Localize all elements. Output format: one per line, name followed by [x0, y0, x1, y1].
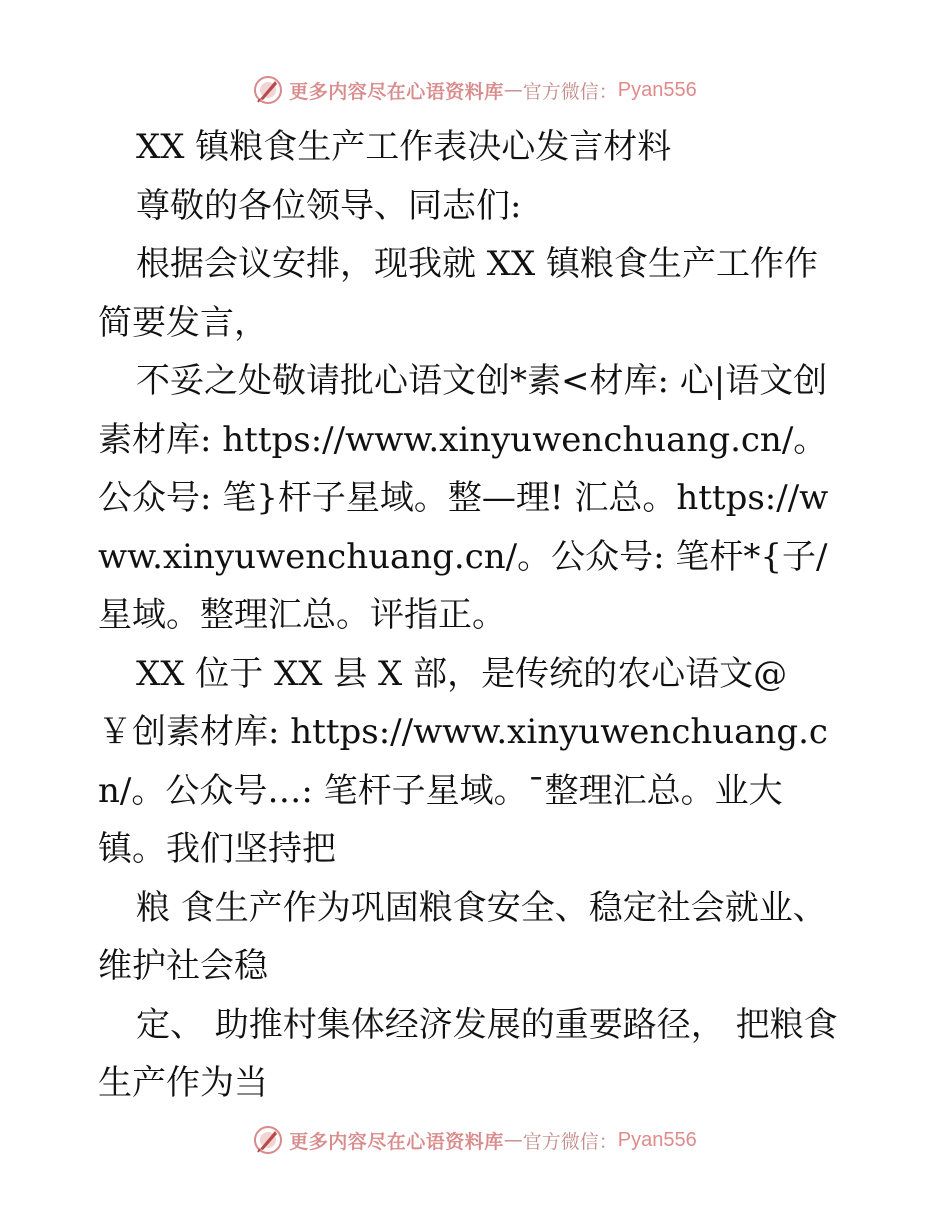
- watermark-wechat-label: 官方微信：: [522, 80, 618, 103]
- paragraph: XX 位于 XX 县 X 部，是传统的农心语文@￥创素材库: https://www.xinyuwenchuang.cn/。公众号…: 笔杆子星域。¯整理汇总。业大镇。我们坚持把: [98, 653, 828, 869]
- paragraph: 粮 食生产作为巩固粮食安全、稳定社会就业、维护社会稳: [98, 887, 827, 986]
- watermark-account: Pyan556: [617, 1128, 697, 1151]
- watermark-footer: [0, 1120, 950, 1160]
- document-body: [98, 118, 850, 1113]
- quill-logo-icon: [253, 1125, 283, 1155]
- watermark-account: Pyan556: [617, 78, 697, 101]
- document-title: XX 镇粮食生产工作表决心发言材料: [136, 127, 672, 167]
- quill-logo-icon: [253, 75, 283, 105]
- watermark-separator: —: [503, 1129, 523, 1151]
- watermark-wechat-label: 官方微信：: [522, 1130, 618, 1153]
- paragraph: 根据会议安排，现我就 XX 镇粮食生产工作作简要发言，: [98, 244, 819, 343]
- watermark-brand: 更多内容尽在心语资料库: [289, 80, 504, 103]
- paragraph: 不妥之处敬请批心语文创*素<材库: 心|语文创素材库: https://www.xinyuwenchuang.cn/。公众号: 笔}杆子星域。整—理! 汇总。https://www.xinyuwenchuang.cn/。公众号: 笔杆*{子/星域。整理汇总。评指正。: [98, 361, 829, 635]
- watermark-brand: 更多内容尽在心语资料库: [289, 1130, 504, 1153]
- watermark-header: [0, 70, 950, 110]
- paragraph: 定、 助推村集体经济发展的重要路径， 把粮食生产作为当: [98, 1004, 838, 1103]
- watermark-separator: —: [503, 79, 523, 101]
- salutation: 尊敬的各位领导、同志们:: [136, 185, 522, 226]
